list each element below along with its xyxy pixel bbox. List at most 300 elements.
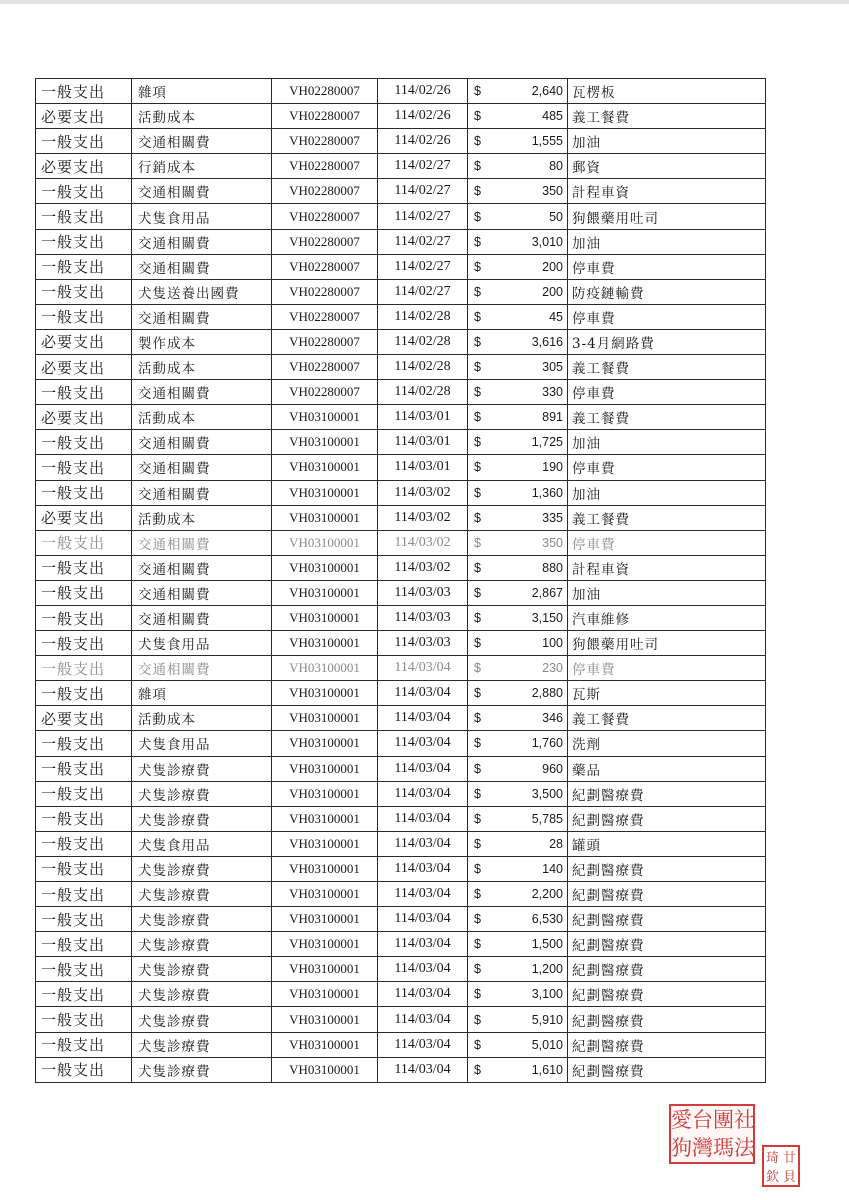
description-cell: 藥品 <box>568 756 766 781</box>
table-row <box>36 204 766 229</box>
date-cell: 114/03/04 <box>378 731 468 756</box>
voucher-number-cell: VH03100001 <box>272 932 378 957</box>
category-cell: 犬隻診療費 <box>132 1032 272 1057</box>
currency-symbol: $ <box>474 184 481 199</box>
seal-char: 團 <box>713 1107 734 1132</box>
description-cell: 紀劃醫療費 <box>568 907 766 932</box>
description-cell: 紀劃醫療費 <box>568 856 766 881</box>
currency-symbol: $ <box>474 912 481 927</box>
description-cell: 紀劃醫療費 <box>568 806 766 831</box>
table-row <box>36 1057 766 1082</box>
amount-value: 1,500 <box>531 937 563 952</box>
category-cell: 活動成本 <box>132 355 272 380</box>
description-cell: 義工餐費 <box>568 405 766 430</box>
date-cell: 114/03/04 <box>378 1057 468 1082</box>
description-cell: 瓦斯 <box>568 681 766 706</box>
table-row <box>36 681 766 706</box>
table-row <box>36 806 766 831</box>
voucher-number-cell: VH03100001 <box>272 1057 378 1082</box>
date-cell: 114/02/28 <box>378 355 468 380</box>
amount-value: 5,785 <box>531 811 563 826</box>
voucher-number-cell: VH03100001 <box>272 580 378 605</box>
date-cell: 114/02/28 <box>378 380 468 405</box>
expense-ledger-table <box>35 78 766 1083</box>
expense-type-cell: 一般支出 <box>36 932 132 957</box>
description-cell: 停車費 <box>568 304 766 329</box>
currency-symbol: $ <box>474 259 481 274</box>
table-row <box>36 580 766 605</box>
date-cell: 114/03/04 <box>378 982 468 1007</box>
description-cell: 義工餐費 <box>568 706 766 731</box>
category-cell: 犬隻診療費 <box>132 882 272 907</box>
amount-value: 3,500 <box>531 786 563 801</box>
amount-value: 1,200 <box>531 962 563 977</box>
description-cell: 紀劃醫療費 <box>568 957 766 982</box>
amount-cell <box>468 831 568 856</box>
voucher-number-cell: VH02280007 <box>272 104 378 129</box>
seal-char: 瑪 <box>713 1135 734 1160</box>
table-row <box>36 279 766 304</box>
table-row <box>36 79 766 104</box>
organization-seal <box>669 1104 755 1164</box>
date-cell: 114/03/04 <box>378 706 468 731</box>
amount-cell <box>468 355 568 380</box>
date-cell: 114/02/28 <box>378 304 468 329</box>
date-cell: 114/03/04 <box>378 856 468 881</box>
amount-value: 5,910 <box>531 1012 563 1027</box>
date-cell: 114/02/27 <box>378 154 468 179</box>
category-cell: 犬隻診療費 <box>132 907 272 932</box>
currency-symbol: $ <box>474 460 481 475</box>
currency-symbol: $ <box>474 937 481 952</box>
expense-type-cell: 一般支出 <box>36 580 132 605</box>
table-row <box>36 530 766 555</box>
currency-symbol: $ <box>474 786 481 801</box>
seal-char: 灣 <box>692 1135 713 1160</box>
amount-cell <box>468 806 568 831</box>
amount-cell <box>468 254 568 279</box>
seal-char: 台 <box>692 1107 713 1132</box>
expense-type-cell: 一般支出 <box>36 129 132 154</box>
table-row <box>36 380 766 405</box>
amount-cell <box>468 530 568 555</box>
description-cell: 加油 <box>568 480 766 505</box>
voucher-number-cell: VH03100001 <box>272 405 378 430</box>
amount-value: 2,880 <box>531 686 563 701</box>
date-cell: 114/03/04 <box>378 1032 468 1057</box>
currency-symbol: $ <box>474 284 481 299</box>
description-cell: 紀劃醫療費 <box>568 1032 766 1057</box>
amount-cell <box>468 505 568 530</box>
amount-cell <box>468 229 568 254</box>
description-cell: 防疫鏈輸費 <box>568 279 766 304</box>
amount-cell <box>468 856 568 881</box>
voucher-number-cell: VH03100001 <box>272 555 378 580</box>
expense-type-cell: 一般支出 <box>36 555 132 580</box>
table-row <box>36 480 766 505</box>
expense-type-cell: 一般支出 <box>36 731 132 756</box>
date-cell: 114/02/27 <box>378 279 468 304</box>
description-cell: 紀劃醫療費 <box>568 1007 766 1032</box>
date-cell: 114/03/01 <box>378 455 468 480</box>
date-cell: 114/03/03 <box>378 605 468 630</box>
seal-char: 狗 <box>671 1135 692 1160</box>
description-cell: 洗劑 <box>568 731 766 756</box>
expense-type-cell: 一般支出 <box>36 1057 132 1082</box>
currency-symbol: $ <box>474 836 481 851</box>
date-cell: 114/03/04 <box>378 907 468 932</box>
expense-type-cell: 一般支出 <box>36 480 132 505</box>
currency-symbol: $ <box>474 761 481 776</box>
date-cell: 114/02/27 <box>378 254 468 279</box>
amount-cell <box>468 380 568 405</box>
category-cell: 犬隻診療費 <box>132 932 272 957</box>
category-cell: 活動成本 <box>132 505 272 530</box>
voucher-number-cell: VH03100001 <box>272 1007 378 1032</box>
description-cell: 3-4月網路費 <box>568 329 766 354</box>
amount-cell <box>468 756 568 781</box>
category-cell: 犬隻送養出國費 <box>132 279 272 304</box>
date-cell: 114/02/27 <box>378 179 468 204</box>
amount-cell <box>468 405 568 430</box>
description-cell: 狗餵藥用吐司 <box>568 631 766 656</box>
description-cell: 停車費 <box>568 254 766 279</box>
amount-value: 190 <box>542 460 563 475</box>
amount-value: 3,010 <box>531 234 563 249</box>
voucher-number-cell: VH03100001 <box>272 681 378 706</box>
category-cell: 犬隻診療費 <box>132 756 272 781</box>
amount-cell <box>468 555 568 580</box>
amount-cell <box>468 656 568 681</box>
table-row <box>36 1007 766 1032</box>
expense-type-cell: 必要支出 <box>36 329 132 354</box>
table-row <box>36 154 766 179</box>
expense-type-cell: 一般支出 <box>36 781 132 806</box>
amount-cell <box>468 79 568 104</box>
date-cell: 114/02/26 <box>378 129 468 154</box>
amount-value: 1,610 <box>531 1062 563 1077</box>
description-cell: 加油 <box>568 129 766 154</box>
amount-value: 230 <box>542 661 563 676</box>
date-cell: 114/03/02 <box>378 480 468 505</box>
table-row <box>36 505 766 530</box>
currency-symbol: $ <box>474 360 481 375</box>
table-row <box>36 932 766 957</box>
description-cell: 義工餐費 <box>568 104 766 129</box>
top-border-line <box>0 0 849 4</box>
voucher-number-cell: VH03100001 <box>272 831 378 856</box>
voucher-number-cell: VH03100001 <box>272 480 378 505</box>
description-cell: 瓦楞板 <box>568 79 766 104</box>
voucher-number-cell: VH02280007 <box>272 229 378 254</box>
amount-cell <box>468 882 568 907</box>
currency-symbol: $ <box>474 410 481 425</box>
currency-symbol: $ <box>474 535 481 550</box>
currency-symbol: $ <box>474 209 481 224</box>
amount-value: 200 <box>542 259 563 274</box>
expense-type-cell: 一般支出 <box>36 856 132 881</box>
date-cell: 114/02/26 <box>378 79 468 104</box>
amount-cell <box>468 781 568 806</box>
date-cell: 114/03/03 <box>378 580 468 605</box>
voucher-number-cell: VH02280007 <box>272 355 378 380</box>
currency-symbol: $ <box>474 84 481 99</box>
voucher-number-cell: VH02280007 <box>272 304 378 329</box>
date-cell: 114/03/04 <box>378 656 468 681</box>
amount-cell <box>468 907 568 932</box>
amount-cell <box>468 430 568 455</box>
amount-value: 45 <box>549 309 563 324</box>
description-cell: 停車費 <box>568 380 766 405</box>
description-cell: 計程車資 <box>568 555 766 580</box>
amount-cell <box>468 304 568 329</box>
category-cell: 交通相關費 <box>132 229 272 254</box>
amount-value: 80 <box>549 159 563 174</box>
voucher-number-cell: VH03100001 <box>272 756 378 781</box>
voucher-number-cell: VH03100001 <box>272 781 378 806</box>
expense-type-cell: 一般支出 <box>36 455 132 480</box>
category-cell: 犬隻診療費 <box>132 957 272 982</box>
category-cell: 犬隻食用品 <box>132 731 272 756</box>
expense-type-cell: 必要支出 <box>36 104 132 129</box>
currency-symbol: $ <box>474 510 481 525</box>
amount-value: 3,616 <box>531 334 563 349</box>
amount-cell <box>468 480 568 505</box>
date-cell: 114/03/04 <box>378 806 468 831</box>
voucher-number-cell: VH03100001 <box>272 631 378 656</box>
date-cell: 114/03/04 <box>378 957 468 982</box>
currency-symbol: $ <box>474 962 481 977</box>
amount-value: 880 <box>542 560 563 575</box>
amount-value: 6,530 <box>531 912 563 927</box>
expense-type-cell: 一般支出 <box>36 430 132 455</box>
voucher-number-cell: VH03100001 <box>272 856 378 881</box>
amount-cell <box>468 329 568 354</box>
signature-seal <box>762 1145 800 1187</box>
currency-symbol: $ <box>474 585 481 600</box>
amount-cell <box>468 706 568 731</box>
expense-type-cell: 一般支出 <box>36 756 132 781</box>
date-cell: 114/03/04 <box>378 882 468 907</box>
amount-value: 2,640 <box>531 84 563 99</box>
date-cell: 114/03/04 <box>378 756 468 781</box>
expense-type-cell: 必要支出 <box>36 706 132 731</box>
table-row <box>36 129 766 154</box>
date-cell: 114/02/27 <box>378 229 468 254</box>
table-row <box>36 907 766 932</box>
expense-type-cell: 一般支出 <box>36 605 132 630</box>
description-cell: 加油 <box>568 580 766 605</box>
ledger-body <box>36 79 766 1083</box>
currency-symbol: $ <box>474 435 481 450</box>
amount-cell <box>468 455 568 480</box>
voucher-number-cell: VH02280007 <box>272 129 378 154</box>
expense-type-cell: 一般支出 <box>36 254 132 279</box>
seal-char: 欽 <box>765 1170 779 1185</box>
category-cell: 犬隻診療費 <box>132 856 272 881</box>
date-cell: 114/02/27 <box>378 204 468 229</box>
table-row <box>36 605 766 630</box>
currency-symbol: $ <box>474 636 481 651</box>
expense-type-cell: 必要支出 <box>36 355 132 380</box>
date-cell: 114/03/01 <box>378 405 468 430</box>
category-cell: 製作成本 <box>132 329 272 354</box>
voucher-number-cell: VH02280007 <box>272 329 378 354</box>
expense-type-cell: 一般支出 <box>36 304 132 329</box>
amount-value: 3,150 <box>531 611 563 626</box>
voucher-number-cell: VH02280007 <box>272 204 378 229</box>
expense-type-cell: 一般支出 <box>36 631 132 656</box>
amount-value: 891 <box>542 410 563 425</box>
category-cell: 活動成本 <box>132 405 272 430</box>
voucher-number-cell: VH03100001 <box>272 430 378 455</box>
voucher-number-cell: VH03100001 <box>272 957 378 982</box>
currency-symbol: $ <box>474 736 481 751</box>
expense-type-cell: 一般支出 <box>36 907 132 932</box>
description-cell: 停車費 <box>568 455 766 480</box>
table-row <box>36 329 766 354</box>
amount-cell <box>468 731 568 756</box>
currency-symbol: $ <box>474 134 481 149</box>
expense-type-cell: 一般支出 <box>36 882 132 907</box>
voucher-number-cell: VH03100001 <box>272 731 378 756</box>
expense-type-cell: 一般支出 <box>36 179 132 204</box>
category-cell: 交通相關費 <box>132 254 272 279</box>
expense-type-cell: 一般支出 <box>36 380 132 405</box>
amount-value: 50 <box>549 209 563 224</box>
category-cell: 交通相關費 <box>132 530 272 555</box>
expense-type-cell: 必要支出 <box>36 505 132 530</box>
amount-value: 140 <box>542 861 563 876</box>
description-cell: 紀劃醫療費 <box>568 932 766 957</box>
expense-type-cell: 一般支出 <box>36 279 132 304</box>
table-row <box>36 254 766 279</box>
expense-type-cell: 一般支出 <box>36 530 132 555</box>
date-cell: 114/03/04 <box>378 1007 468 1032</box>
amount-value: 335 <box>542 510 563 525</box>
currency-symbol: $ <box>474 159 481 174</box>
amount-value: 305 <box>542 360 563 375</box>
amount-cell <box>468 681 568 706</box>
category-cell: 犬隻食用品 <box>132 204 272 229</box>
amount-cell <box>468 982 568 1007</box>
date-cell: 114/03/04 <box>378 831 468 856</box>
currency-symbol: $ <box>474 385 481 400</box>
amount-value: 1,360 <box>531 485 563 500</box>
amount-value: 5,010 <box>531 1037 563 1052</box>
description-cell: 紀劃醫療費 <box>568 982 766 1007</box>
category-cell: 交通相關費 <box>132 129 272 154</box>
amount-value: 28 <box>549 836 563 851</box>
table-row <box>36 179 766 204</box>
voucher-number-cell: VH03100001 <box>272 656 378 681</box>
expense-type-cell: 一般支出 <box>36 806 132 831</box>
amount-cell <box>468 104 568 129</box>
description-cell: 狗餵藥用吐司 <box>568 204 766 229</box>
amount-value: 2,200 <box>531 887 563 902</box>
amount-cell <box>468 1007 568 1032</box>
description-cell: 義工餐費 <box>568 355 766 380</box>
expense-type-cell: 一般支出 <box>36 982 132 1007</box>
date-cell: 114/03/02 <box>378 530 468 555</box>
amount-cell <box>468 279 568 304</box>
amount-value: 1,760 <box>531 736 563 751</box>
table-row <box>36 1032 766 1057</box>
expense-type-cell: 一般支出 <box>36 656 132 681</box>
amount-value: 350 <box>542 184 563 199</box>
voucher-number-cell: VH02280007 <box>272 279 378 304</box>
table-row <box>36 656 766 681</box>
description-cell: 汽車維修 <box>568 605 766 630</box>
amount-value: 1,725 <box>531 435 563 450</box>
voucher-number-cell: VH03100001 <box>272 982 378 1007</box>
expense-type-cell: 一般支出 <box>36 957 132 982</box>
voucher-number-cell: VH03100001 <box>272 455 378 480</box>
category-cell: 交通相關費 <box>132 480 272 505</box>
description-cell: 義工餐費 <box>568 505 766 530</box>
seal-char: 廿 <box>782 1151 796 1166</box>
table-row <box>36 430 766 455</box>
voucher-number-cell: VH02280007 <box>272 179 378 204</box>
category-cell: 活動成本 <box>132 706 272 731</box>
amount-value: 100 <box>542 636 563 651</box>
currency-symbol: $ <box>474 861 481 876</box>
amount-value: 2,867 <box>531 585 563 600</box>
currency-symbol: $ <box>474 711 481 726</box>
category-cell: 交通相關費 <box>132 656 272 681</box>
table-row <box>36 706 766 731</box>
date-cell: 114/03/04 <box>378 781 468 806</box>
voucher-number-cell: VH02280007 <box>272 154 378 179</box>
category-cell: 交通相關費 <box>132 430 272 455</box>
description-cell: 罐頭 <box>568 831 766 856</box>
amount-value: 1,555 <box>531 134 563 149</box>
currency-symbol: $ <box>474 560 481 575</box>
voucher-number-cell: VH02280007 <box>272 380 378 405</box>
voucher-number-cell: VH03100001 <box>272 530 378 555</box>
expense-type-cell: 一般支出 <box>36 204 132 229</box>
category-cell: 雜項 <box>132 681 272 706</box>
table-row <box>36 856 766 881</box>
seal-char: 貝 <box>782 1170 796 1185</box>
description-cell: 加油 <box>568 229 766 254</box>
amount-cell <box>468 580 568 605</box>
amount-value: 350 <box>542 535 563 550</box>
expense-type-cell: 一般支出 <box>36 831 132 856</box>
currency-symbol: $ <box>474 234 481 249</box>
currency-symbol: $ <box>474 686 481 701</box>
table-row <box>36 304 766 329</box>
category-cell: 雜項 <box>132 79 272 104</box>
amount-value: 960 <box>542 761 563 776</box>
category-cell: 交通相關費 <box>132 605 272 630</box>
description-cell: 加油 <box>568 430 766 455</box>
currency-symbol: $ <box>474 1037 481 1052</box>
description-cell: 紀劃醫療費 <box>568 882 766 907</box>
date-cell: 114/03/03 <box>378 631 468 656</box>
amount-cell <box>468 605 568 630</box>
category-cell: 犬隻診療費 <box>132 806 272 831</box>
description-cell: 郵資 <box>568 154 766 179</box>
voucher-number-cell: VH03100001 <box>272 605 378 630</box>
seal-char: 琦 <box>765 1151 779 1166</box>
currency-symbol: $ <box>474 109 481 124</box>
amount-cell <box>468 1032 568 1057</box>
amount-value: 200 <box>542 284 563 299</box>
currency-symbol: $ <box>474 1012 481 1027</box>
amount-value: 346 <box>542 711 563 726</box>
currency-symbol: $ <box>474 811 481 826</box>
